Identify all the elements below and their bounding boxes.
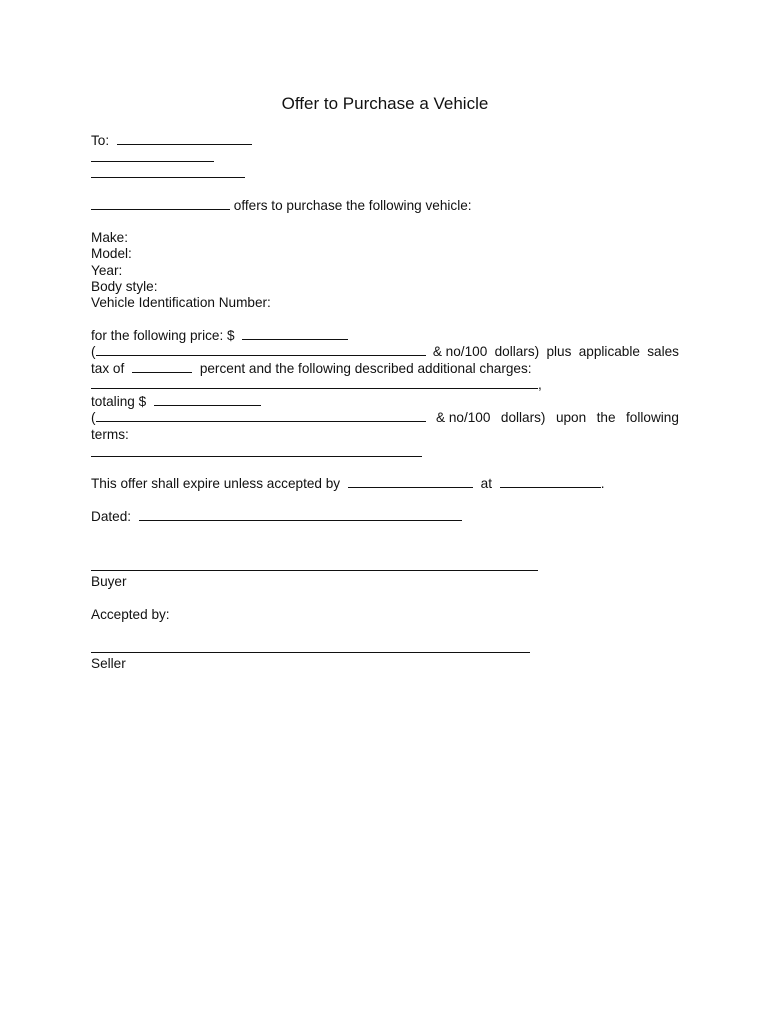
charges-line: [91, 376, 542, 393]
price-plus: plus: [546, 344, 572, 359]
totaling-the: the: [596, 410, 616, 425]
price-words-group: [91, 343, 426, 360]
price-applicable: applicable: [578, 344, 640, 359]
buyer-signature-line[interactable]: [91, 570, 538, 571]
totaling-line: [91, 393, 261, 410]
tax-of-label: tax of: [91, 361, 125, 376]
totaling-dollars: dollars): [500, 410, 546, 425]
price-amount-blank[interactable]: [242, 327, 348, 340]
expire-at: at: [480, 476, 493, 491]
dated-line: [91, 508, 462, 525]
expire-period: .: [600, 476, 605, 491]
open-paren: (: [91, 344, 96, 359]
totaling-lead: totaling $: [91, 394, 147, 409]
totaling-no100: & no/100: [436, 410, 491, 425]
year-label: Year:: [91, 263, 123, 278]
offeror-line: [91, 197, 472, 214]
terms-label: terms:: [91, 427, 129, 442]
charges-comma: ,: [538, 377, 542, 392]
to-address-line-2[interactable]: [91, 177, 245, 178]
price-no100: & no/100: [432, 344, 488, 359]
expire-text: This offer shall expire unless accepted by: [91, 476, 341, 491]
to-label: To:: [91, 133, 110, 148]
to-address-line-1[interactable]: [91, 161, 214, 162]
offers-text: offers to purchase the following vehicle:: [233, 198, 472, 213]
open-paren-2: (: [91, 410, 96, 425]
tax-line: [91, 360, 532, 377]
expire-time-blank[interactable]: [500, 475, 601, 488]
body-style-label: Body style:: [91, 279, 158, 294]
price-sales: sales: [647, 344, 679, 359]
document-title: Offer to Purchase a Vehicle: [281, 94, 489, 113]
totaling-words-blank[interactable]: [96, 409, 426, 422]
charges-blank[interactable]: [91, 376, 538, 389]
seller-signature-line[interactable]: [91, 652, 530, 653]
totaling-words-line: [91, 409, 679, 426]
totaling-amount-blank[interactable]: [154, 393, 261, 406]
offeror-blank[interactable]: [91, 197, 230, 210]
price-lead: for the following price: $: [91, 328, 235, 343]
expire-date-blank[interactable]: [348, 475, 473, 488]
seller-label: Seller: [91, 656, 126, 671]
vin-label: Vehicle Identification Number:: [91, 295, 271, 310]
price-dollars: dollars): [494, 344, 540, 359]
totaling-following: following: [626, 410, 679, 425]
to-name-blank[interactable]: [117, 132, 252, 145]
terms-blank-line[interactable]: [91, 456, 422, 457]
totaling-upon: upon: [555, 410, 587, 425]
model-label: Model:: [91, 246, 132, 261]
totaling-words-group: [91, 409, 426, 426]
dated-label: Dated:: [91, 509, 132, 524]
expire-line: [91, 475, 605, 492]
buyer-label: Buyer: [91, 574, 127, 589]
price-words-blank[interactable]: [96, 343, 426, 356]
price-line: [91, 327, 348, 344]
make-label: Make:: [91, 230, 129, 245]
price-words-line: [91, 343, 679, 360]
tax-percent-blank[interactable]: [132, 360, 192, 373]
dated-blank[interactable]: [139, 508, 462, 521]
accepted-by-label: Accepted by:: [91, 607, 170, 622]
to-line: [91, 132, 252, 149]
percent-text: percent and the following described additional charges:: [199, 361, 532, 376]
